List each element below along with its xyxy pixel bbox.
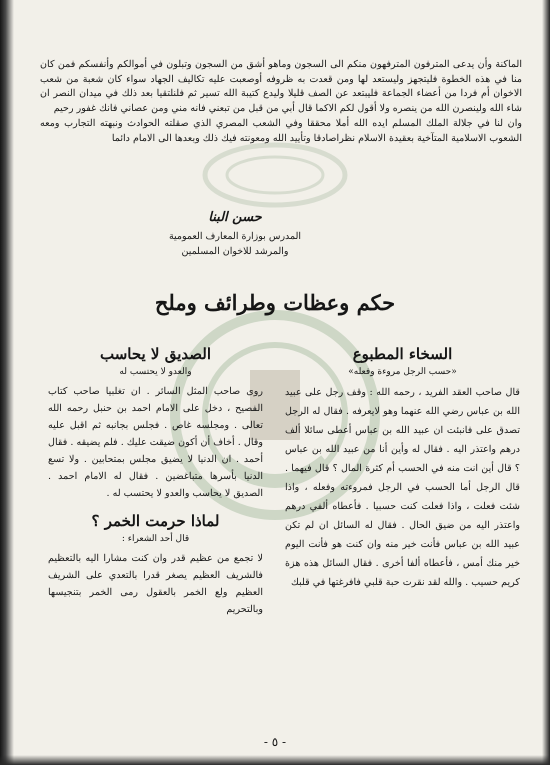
left-column bbox=[48, 343, 263, 618]
article-title: السخاء المطبوع bbox=[352, 345, 453, 363]
article-body: قال صاحب العقد الفريد ، رحمه الله : وقف رجل على عبيد الله بن عباس رضي الله عنهما وهو لايعرفه . فقال له الرجل تصدق على فانبئت ان عبيد الله بن عباس أعطى سائلا ألف درهم واعتذر اليه . فقال له وأين أنا من عبيد الله بن عباس ؟ قال أين انت منه في الحسب أم كثرة المال ؟ قال فيهما . قال الرجل أما الحسب في الرجل فمروءته وفعله ، واذا شئت فعلت ، واذا فعلت كنت حسبيا . فأعطاه ألفي درهم واعتذر اليه من ضيق الحال . فقال له السائل ان لم تكن عبيد الله بن عباس فأنت خير منه وان كنت هو فأنت اليوم خير منك أمس ، فأعطاه ألفا أخرى . فقال السائل هذه هزة كريم حسيب . والله لقد نقرت حبة قلبي فافرغتها في قلبك bbox=[285, 387, 520, 588]
signature-role: والمرشد للاخوان المسلمين bbox=[181, 246, 289, 257]
article-body: روى صاحب المثل السائر . ان تغلبيا صاحب كتاب الفصيح ، دخل على الامام احمد بن حنبل رحمه الله تعالى . ومجلسه غاص . فجلس بجانبه ثم اقبل عليه وقال . أخاف أن أكون ضيقت عليك . فلم يضيقه . فقال أحمد . ان الدنيا لا يضيق مجلس بمتحابين . ولا تسع الدنيا بأسرها متباغضين . فقال له الامام احمد . الصديق لا يحاسب والعدو لا يحتسب له . bbox=[48, 386, 263, 499]
watermark-emblem-top bbox=[200, 140, 350, 210]
page-number: - ٥ - bbox=[263, 735, 287, 749]
article-title: الصديق لا يحاسب bbox=[99, 345, 212, 363]
right-column bbox=[285, 343, 520, 592]
intro-paragraph: وان لنا في جلالة الملك المسلم ايده الله أملا محققا وفي الشعب المصري الذي صقلته الحوادث ونبهته التجارب ومعه الشعوب الاسلامية المتآخية بعقيدة الاسلام نظراصادقا وتأييد الله ومعونته فيك ذلك وبعدها الى الامام دائما bbox=[40, 118, 522, 144]
scan-edge-shadow bbox=[0, 755, 550, 765]
intro-text bbox=[40, 58, 522, 147]
intro-paragraph: الماكنة وأن يدعى المترفون المترفهون منكم الى السجون وماهو أشق من السجون وتبلون في أموالكم وأنفسكم فمن كان منا في هذه الخطوة فليتجهز وليستعد لها ومن قعدت به ظروفه أوصعبت عليه تكاليف الجهاد سواء كان شعبة من شعب الاخوان أم فردا من أعضاء الجماعة فليبتعد عن الصف قليلا وليدع كتيبة الله تسير ثم فلنلتقيا بعد ذلك في ميدان النصر ان شاء الله ولينصرن الله من ينصره ولا أقول لكم الاكما قال أبي من قبل من تبعني فانه مني ومن عصاني فانك غفور رحيم bbox=[40, 59, 522, 114]
article-title: لماذا حرمت الخمر ؟ bbox=[91, 512, 220, 530]
article-subtitle: قال أحد الشعراء : bbox=[121, 534, 190, 544]
signature-title: المدرس بوزارة المعارف العمومية bbox=[168, 231, 302, 242]
article-subtitle: «حسب الرجل مروءة وفعله» bbox=[348, 367, 457, 377]
article-subtitle: والعدو لا يحتسب له bbox=[119, 367, 192, 377]
signature-name: حسن البنا bbox=[208, 210, 262, 225]
article-body: لا تجمع من عظيم قدر وان كنت مشارا اليه بالتعظيم فالشريف العظيم يصغر قدرا بالتعدي على الشريف العظيم ولع الخمر بالعقول رمى الخمر بتنجيسها وبالتحريم bbox=[48, 553, 263, 615]
scan-edge-shadow bbox=[542, 0, 550, 765]
scan-edge-shadow bbox=[0, 0, 14, 765]
signature-block bbox=[155, 210, 315, 259]
section-heading: حكم وعظات وطرائف وملح bbox=[154, 290, 396, 315]
